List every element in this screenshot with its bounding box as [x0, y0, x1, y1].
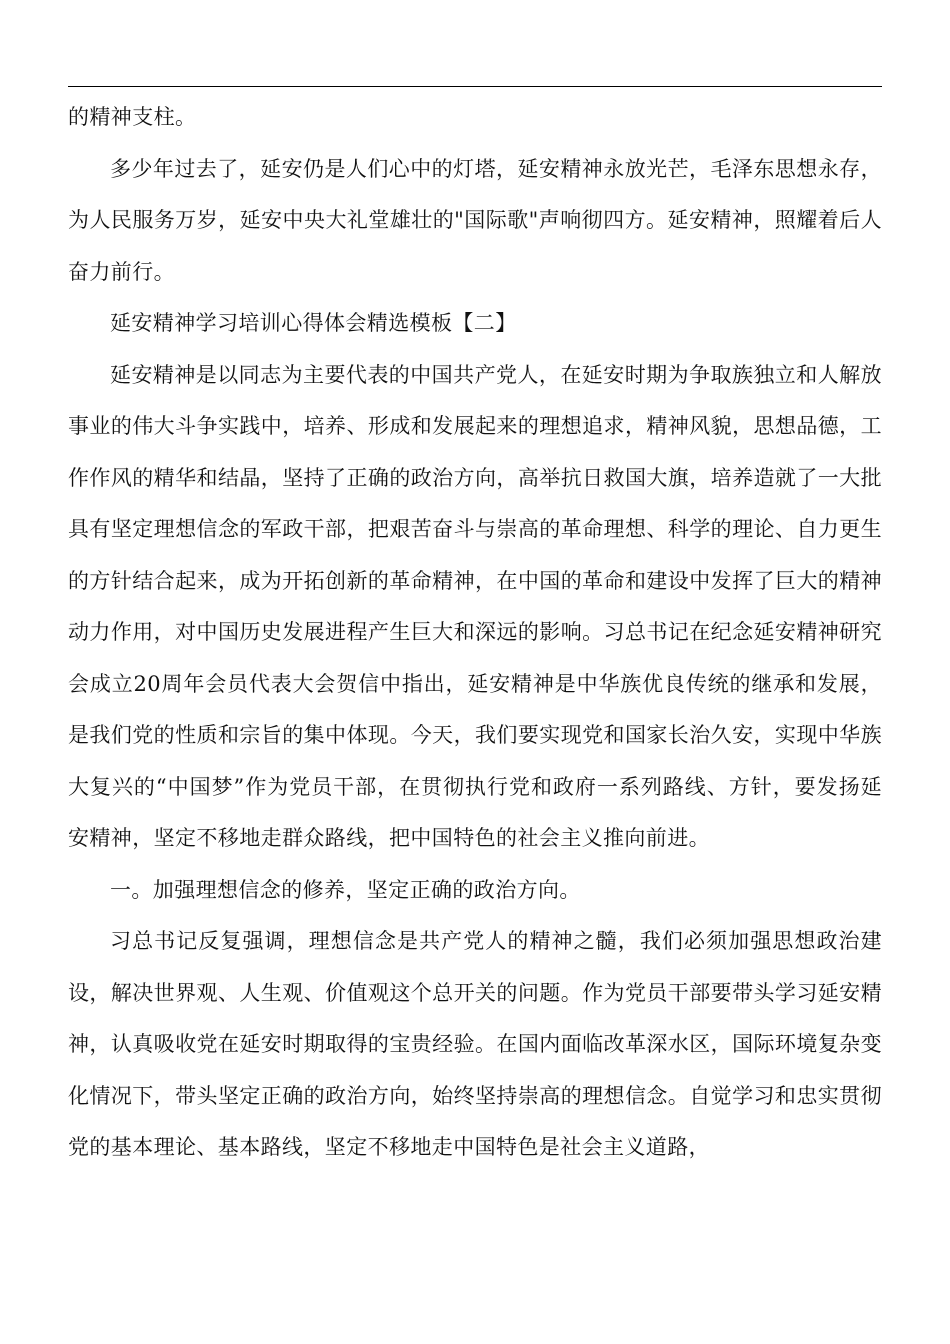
- subheading-ideals-beliefs: 一。加强理想信念的修养，坚定正确的政治方向。: [110, 877, 581, 902]
- header-rule: [68, 86, 882, 87]
- paragraph-continuation: 的精神支柱。: [68, 105, 197, 129]
- document-body: [68, 92, 882, 1174]
- paragraph-ideals-beliefs-body: 习总书记反复强调，理想信念是共产党人的精神之髓，我们必须加强思想政治建设，解决世界观、人生观、价值观这个总开关的问题。作为党员干部要带头学习延安精神，认真吸收党在延安时期取得的宝贵经验。在国内面临改革深水区，国际环境复杂变化情况下，带头坚定正确的政治方向，始终坚持崇高的理想信念。自觉学习和忠实贯彻党的基本理论、基本路线，坚定不移地走中国特色是社会主义道路，: [68, 929, 882, 1159]
- paragraph-yanan-spirit-definition: 延安精神是以同志为主要代表的中国共产党人，在延安时期为争取族独立和人解放事业的伟大斗争实践中，培养、形成和发展起来的理想追求，精神风貌，思想品德，工作作风的精华和结晶，坚持了正确的政治方向，高举抗日救国大旗，培养造就了一大批具有坚定理想信念的军政干部，把艰苦奋斗与崇高的革命理想、科学的理论、自力更生的方针结合起来，成为开拓创新的革命精神，在中国的革命和建设中发挥了巨大的精神动力作用，对中国历史发展进程产生巨大和深远的影响。习总书记在纪念延安精神研究会成立20周年会员代表大会贺信中指出，延安精神是中华族优良传统的继承和发展，是我们党的性质和宗旨的集中体现。今天，我们要实现党和国家长治久安，实现中华族大复兴的“中国梦”作为党员干部，在贯彻执行党和政府一系列路线、方针，要发扬延安精神，坚定不移地走群众路线，把中国特色的社会主义推向前进。: [68, 362, 882, 850]
- section-heading-template-two: 延安精神学习培训心得体会精选模板【二】: [110, 311, 517, 335]
- paragraph-yanan-lighthouse: 多少年过去了，延安仍是人们心中的灯塔，延安精神永放光芒，毛泽东思想永存，为人民服务万岁，延安中央大礼堂雄壮的"国际歌"声响彻四方。延安精神，照耀着后人奋力前行。: [68, 156, 882, 284]
- document-page: [68, 0, 882, 1344]
